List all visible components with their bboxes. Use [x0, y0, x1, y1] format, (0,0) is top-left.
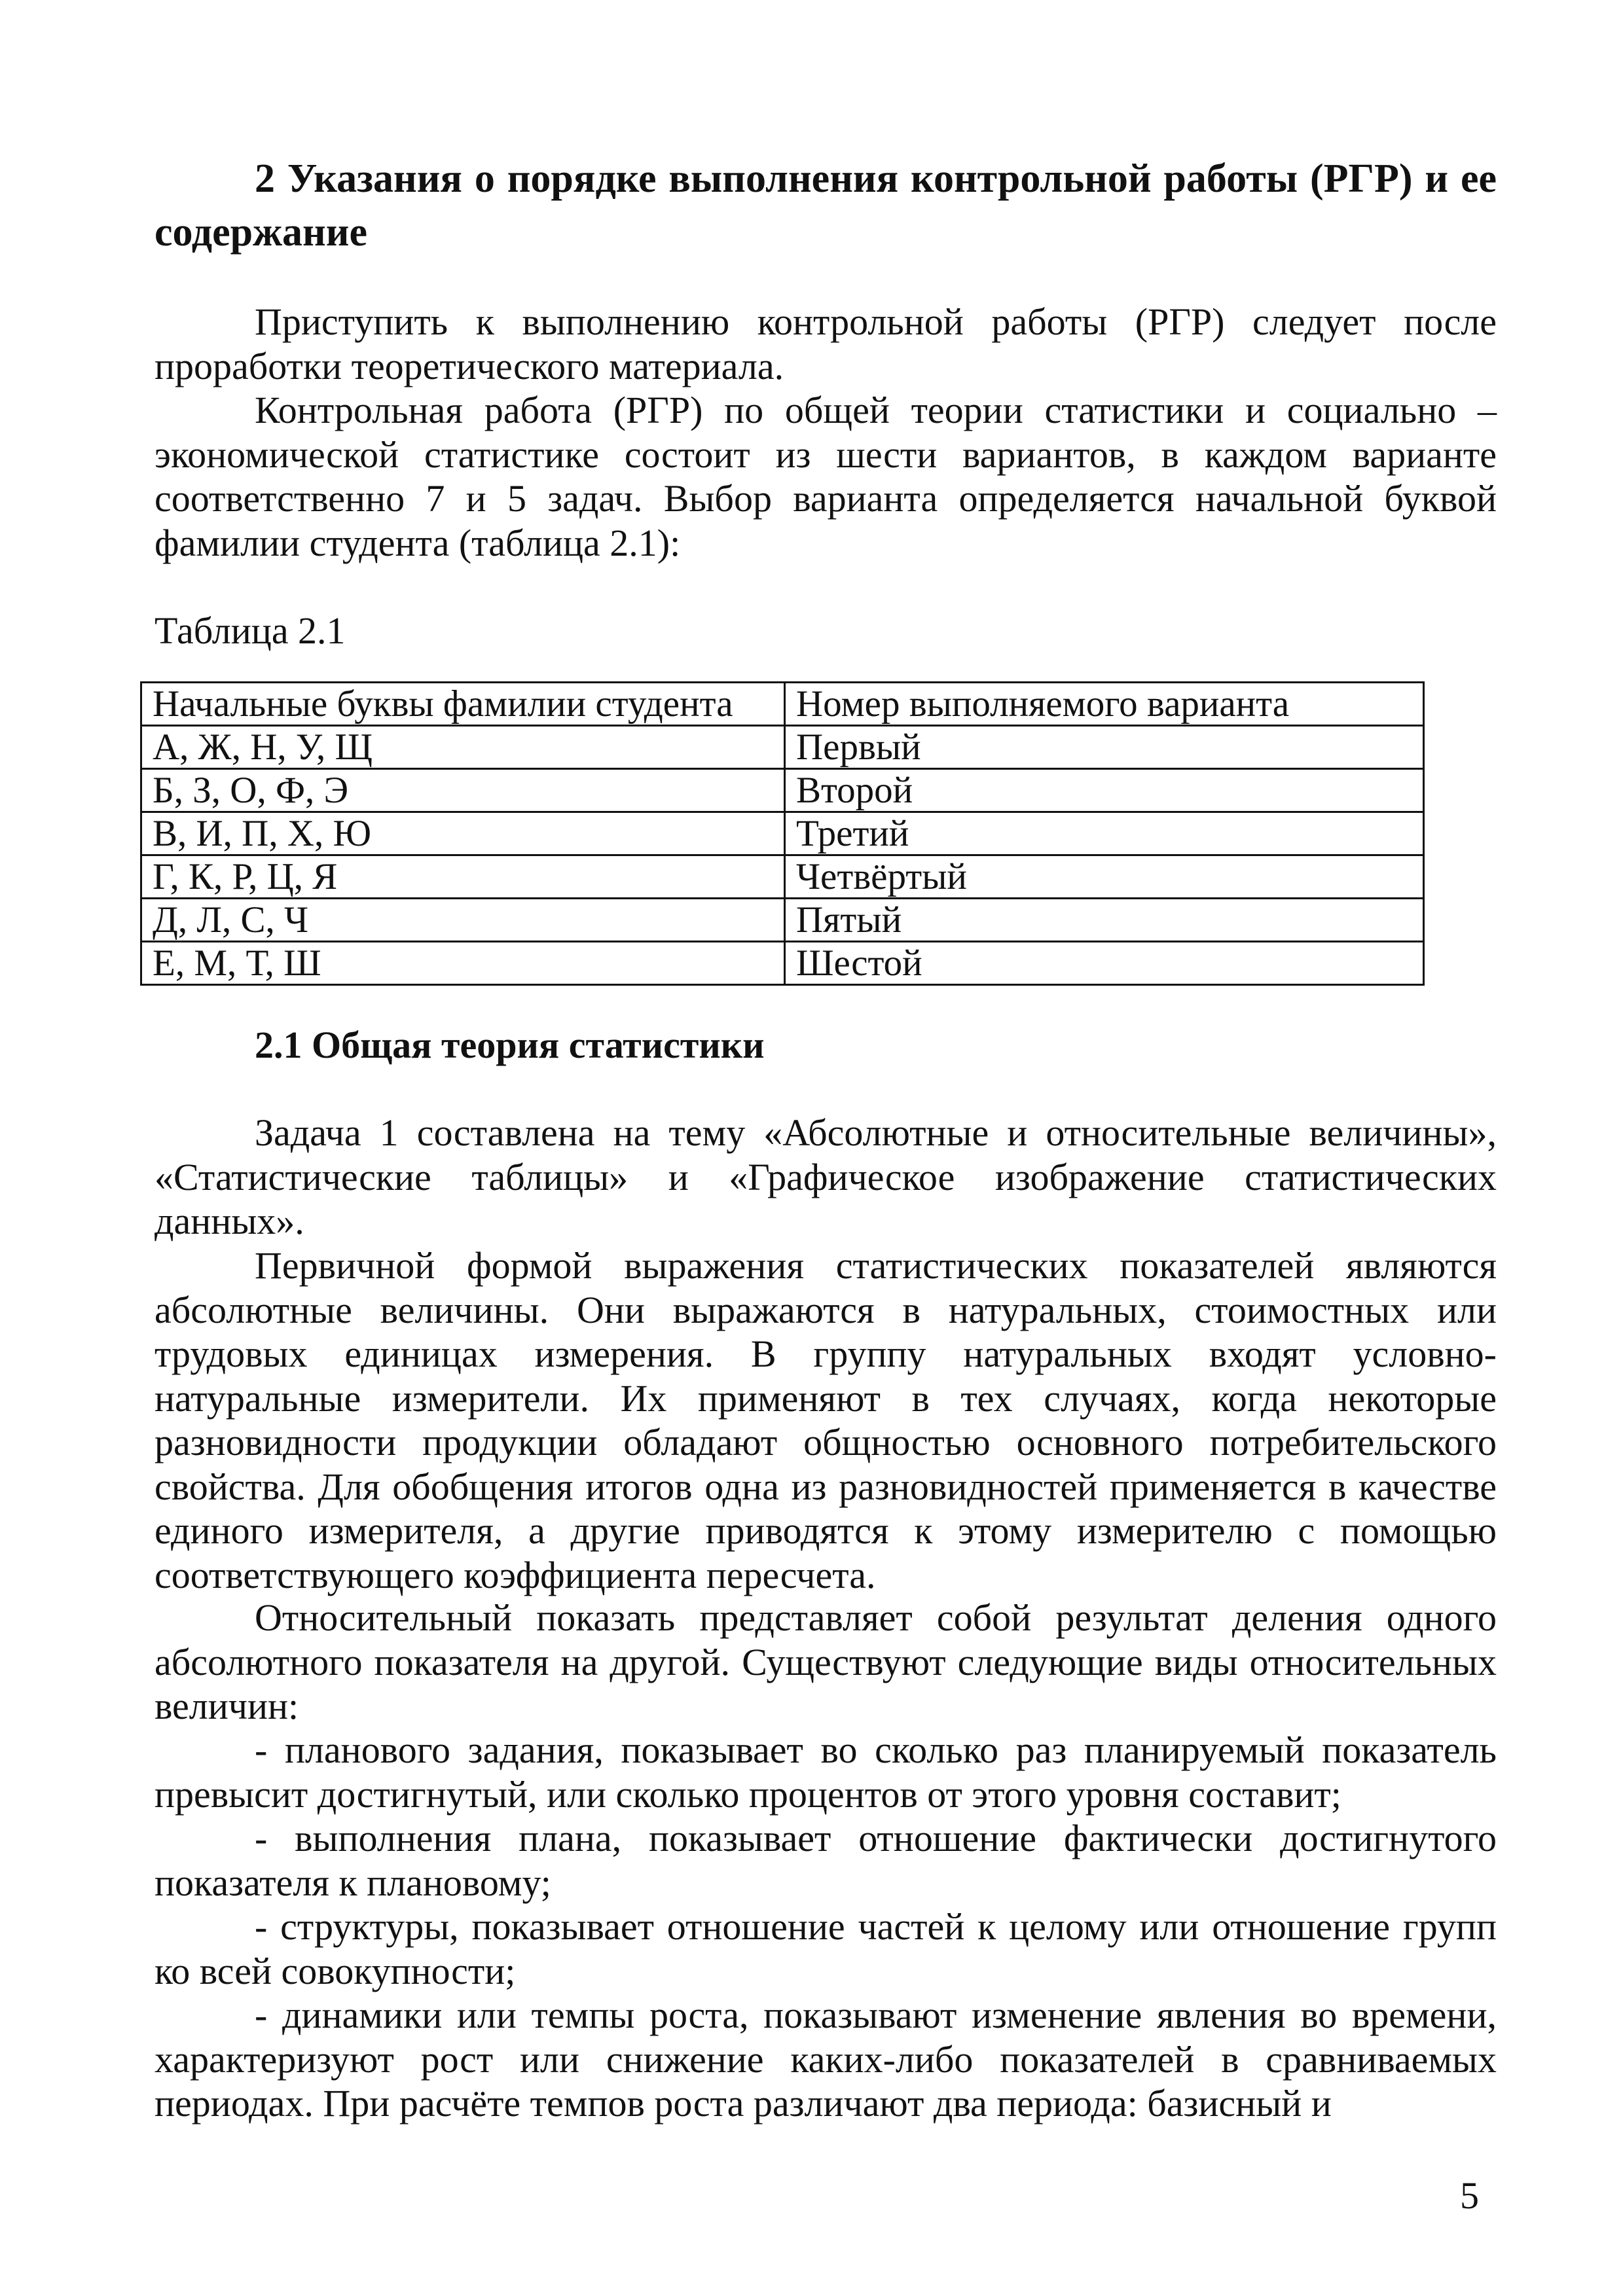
table-cell-letters: А, Ж, Н, У, Щ	[141, 726, 785, 769]
table-cell-letters: Д, Л, С, Ч	[141, 899, 785, 942]
list-item: - планового задания, показывает во сколько раз планируемый показатель превысит достигнутый, или сколько процентов от этого уровня составит;	[155, 1729, 1497, 1816]
section-paragraph-2: Первичной формой выражения статистических показателей являются абсолютные величины. Они выражаются в натуральных, стоимостных или трудовых единицах измерения. В группу натуральных входят условно-натуральные измерители. Их применяют в тех случаях, когда некоторые разновидности продукции обладают общностью основного потребительского свойства. Для обобщения итогов одна из разновидностей применяется в качестве единого измерителя, а другие приводятся к этому измерителю с помощью соответствующего коэффициента пересчета.	[155, 1244, 1497, 1596]
table-row	[141, 812, 1424, 855]
table-cell-letters: Г, К, Р, Ц, Я	[141, 855, 785, 899]
table-cell-variant: Третий	[785, 812, 1424, 855]
table-header-letters: Начальные буквы фамилии студента	[141, 683, 785, 726]
section-paragraph-3: Относительный показать представляет собой результат деления одного абсолютного показателя на другой. Существуют следующие виды относительных величин:	[155, 1596, 1497, 1727]
list-item: - выполнения плана, показывает отношение фактически достигнутого показателя к плановому;	[155, 1817, 1497, 1904]
table-row	[141, 899, 1424, 942]
table-cell-letters: Б, З, О, Ф, Э	[141, 769, 785, 812]
intro-paragraph-1: Приступить к выполнению контрольной работы (РГР) следует после проработки теоретического материала.	[155, 300, 1497, 387]
table-caption: Таблица 2.1	[155, 609, 346, 652]
table-cell-variant: Первый	[785, 726, 1424, 769]
table-header-variant: Номер выполняемого варианта	[785, 683, 1424, 726]
table-header-row	[141, 683, 1424, 726]
table-row	[141, 942, 1424, 985]
table-cell-variant: Шестой	[785, 942, 1424, 985]
page-number: 5	[1460, 2174, 1479, 2217]
list-item: - структуры, показывает отношение частей к целому или отношение групп ко всей совокупности;	[155, 1905, 1497, 1992]
chapter-title: 2 Указания о порядке выполнения контрольной работы (РГР) и ее содержание	[155, 156, 1497, 255]
intro-paragraph-2: Контрольная работа (РГР) по общей теории статистики и социально – экономической статистике состоит из шести вариантов, в каждом варианте соответственно 7 и 5 задач. Выбор варианта определяется начальной буквой фамилии студента (таблица 2.1):	[155, 389, 1497, 564]
table-cell-letters: В, И, П, Х, Ю	[141, 812, 785, 855]
table-row	[141, 855, 1424, 899]
table-cell-variant: Четвёртый	[785, 855, 1424, 899]
table-cell-letters: Е, М, Т, Ш	[141, 942, 785, 985]
section-paragraph-1: Задача 1 составлена на тему «Абсолютные и относительные величины», «Статистические таблицы» и «Графическое изображение статистических данных».	[155, 1111, 1497, 1242]
table-cell-variant: Пятый	[785, 899, 1424, 942]
list-item: - динамики или темпы роста, показывают изменение явления во времени, характеризуют рост или снижение каких-либо показателей в сравниваемых периодах. При расчёте темпов роста различают два периода: базисный и	[155, 1994, 1497, 2125]
section-title: 2.1 Общая теория статистики	[255, 1024, 765, 1066]
variant-table	[140, 681, 1425, 986]
table-cell-variant: Второй	[785, 769, 1424, 812]
table-row	[141, 769, 1424, 812]
table-row	[141, 726, 1424, 769]
